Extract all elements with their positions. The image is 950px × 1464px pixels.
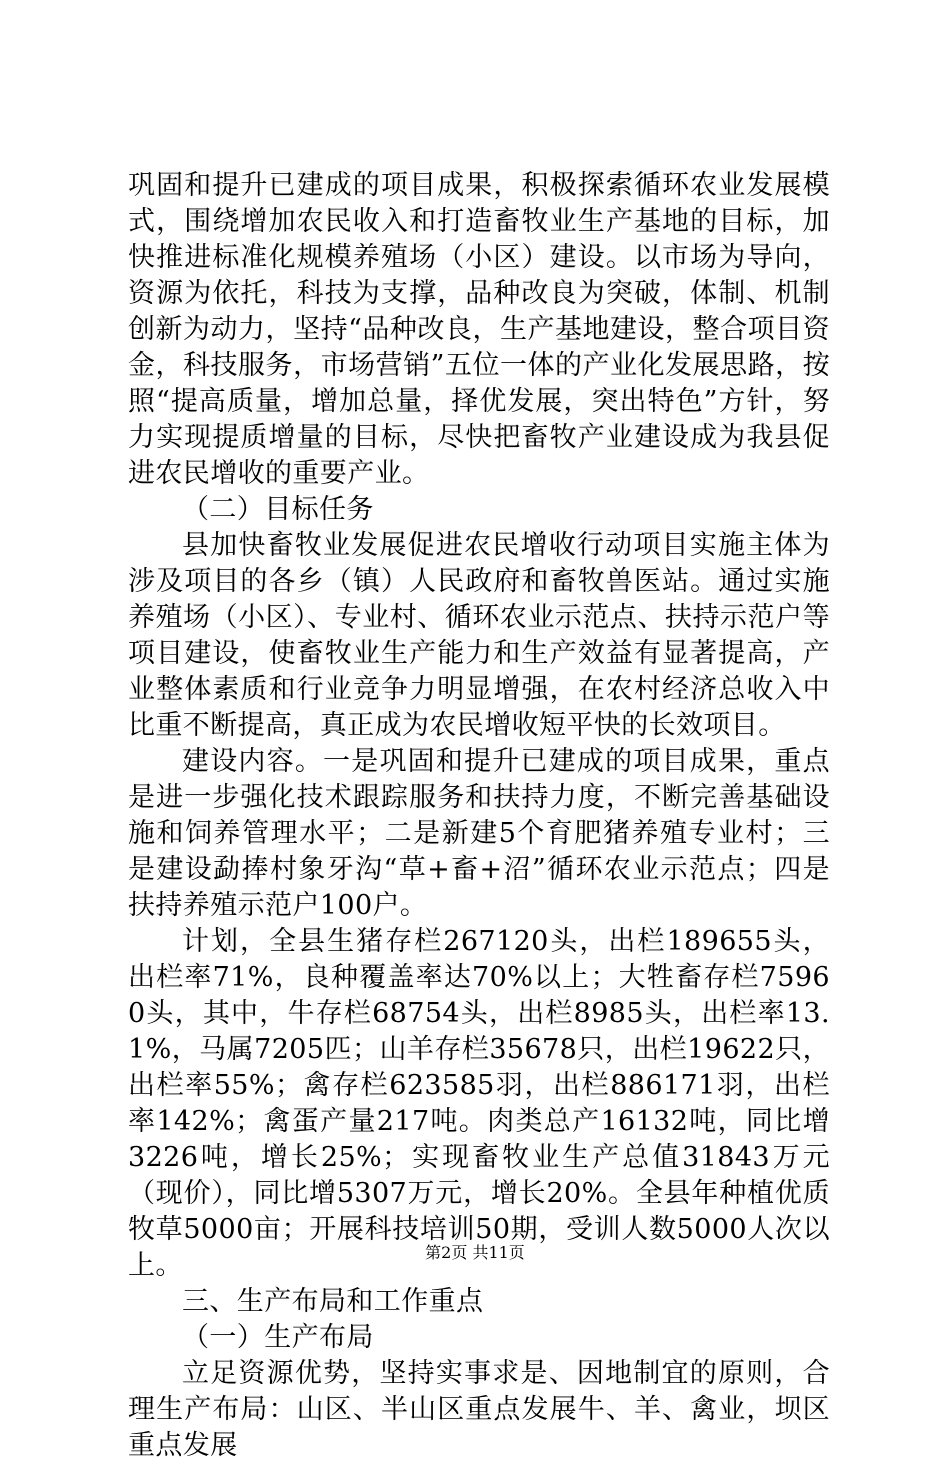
section-heading-layout: 三、生产布局和工作重点	[182, 1286, 484, 1317]
paragraph-layout: 立足资源优势，坚持实事求是、因地制宜的原则，合理生产布局：山区、半山区重点发展牛、羊、禽业，坝区重点发展	[128, 1358, 830, 1461]
page-footer	[0, 1243, 950, 1263]
paragraph-intro: 巩固和提升已建成的项目成果，积极探索循环农业发展模式，围绕增加农民收入和打造畜牧业生产基地的目标，加快推进标准化规模养殖场（小区）建设。以市场为导向，资源为依托，科技为支撑，品种改良为突破，体制、机制创新为动力，坚持“品种改良，生产基地建设，整合项目资金，科技服务，市场营销”五位一体的产业化发展思路，按照“提高质量，增加总量，择优发展，突出特色”方针，努力实现提质增量的目标，尽快把畜牧产业建设成为我县促进农民增收的重要产业。	[128, 170, 830, 489]
paragraph-plan: 计划，全县生猪存栏267120头，出栏189655头，出栏率71%，良种覆盖率达70%以上；大牲畜存栏75960头，其中，牛存栏68754头，出栏8985头，出栏率13.1%，马属7205匹；山羊存栏35678只，出栏19622只，出栏率55%；禽存栏623585羽，出栏886171羽，出栏率142%；禽蛋产量217吨。肉类总产16132吨，同比增3226吨，增长25%；实现畜牧业生产总值31843万元（现价），同比增5307万元，增长20%。全县年种植优质牧草5000亩；开展科技培训50期，受训人数5000人次以上。	[128, 926, 830, 1281]
paragraph-construction: 建设内容。一是巩固和提升已建成的项目成果，重点是进一步强化技术跟踪服务和扶持力度，不断完善基础设施和饲养管理水平；二是新建5个育肥猪养殖专业村；三是建设勐捧村象牙沟“草+畜+沼”循环农业示范点；四是扶持养殖示范户100户。	[128, 746, 830, 921]
document-body	[128, 168, 830, 1464]
paragraph-goals: 县加快畜牧业发展促进农民增收行动项目实施主体为涉及项目的各乡（镇）人民政府和畜牧兽医站。通过实施养殖场（小区）、专业村、循环农业示范点、扶持示范户等项目建设，使畜牧业生产能力和生产效益有显著提高，产业整体素质和行业竞争力明显增强，在农村经济总收入中比重不断提高，真正成为农民增收短平快的长效项目。	[128, 530, 830, 741]
page-number-label: 第2页 共11页	[425, 1243, 525, 1262]
section-heading-goals: （二）目标任务	[182, 494, 374, 525]
subsection-heading-layout: （一）生产布局	[182, 1322, 374, 1353]
